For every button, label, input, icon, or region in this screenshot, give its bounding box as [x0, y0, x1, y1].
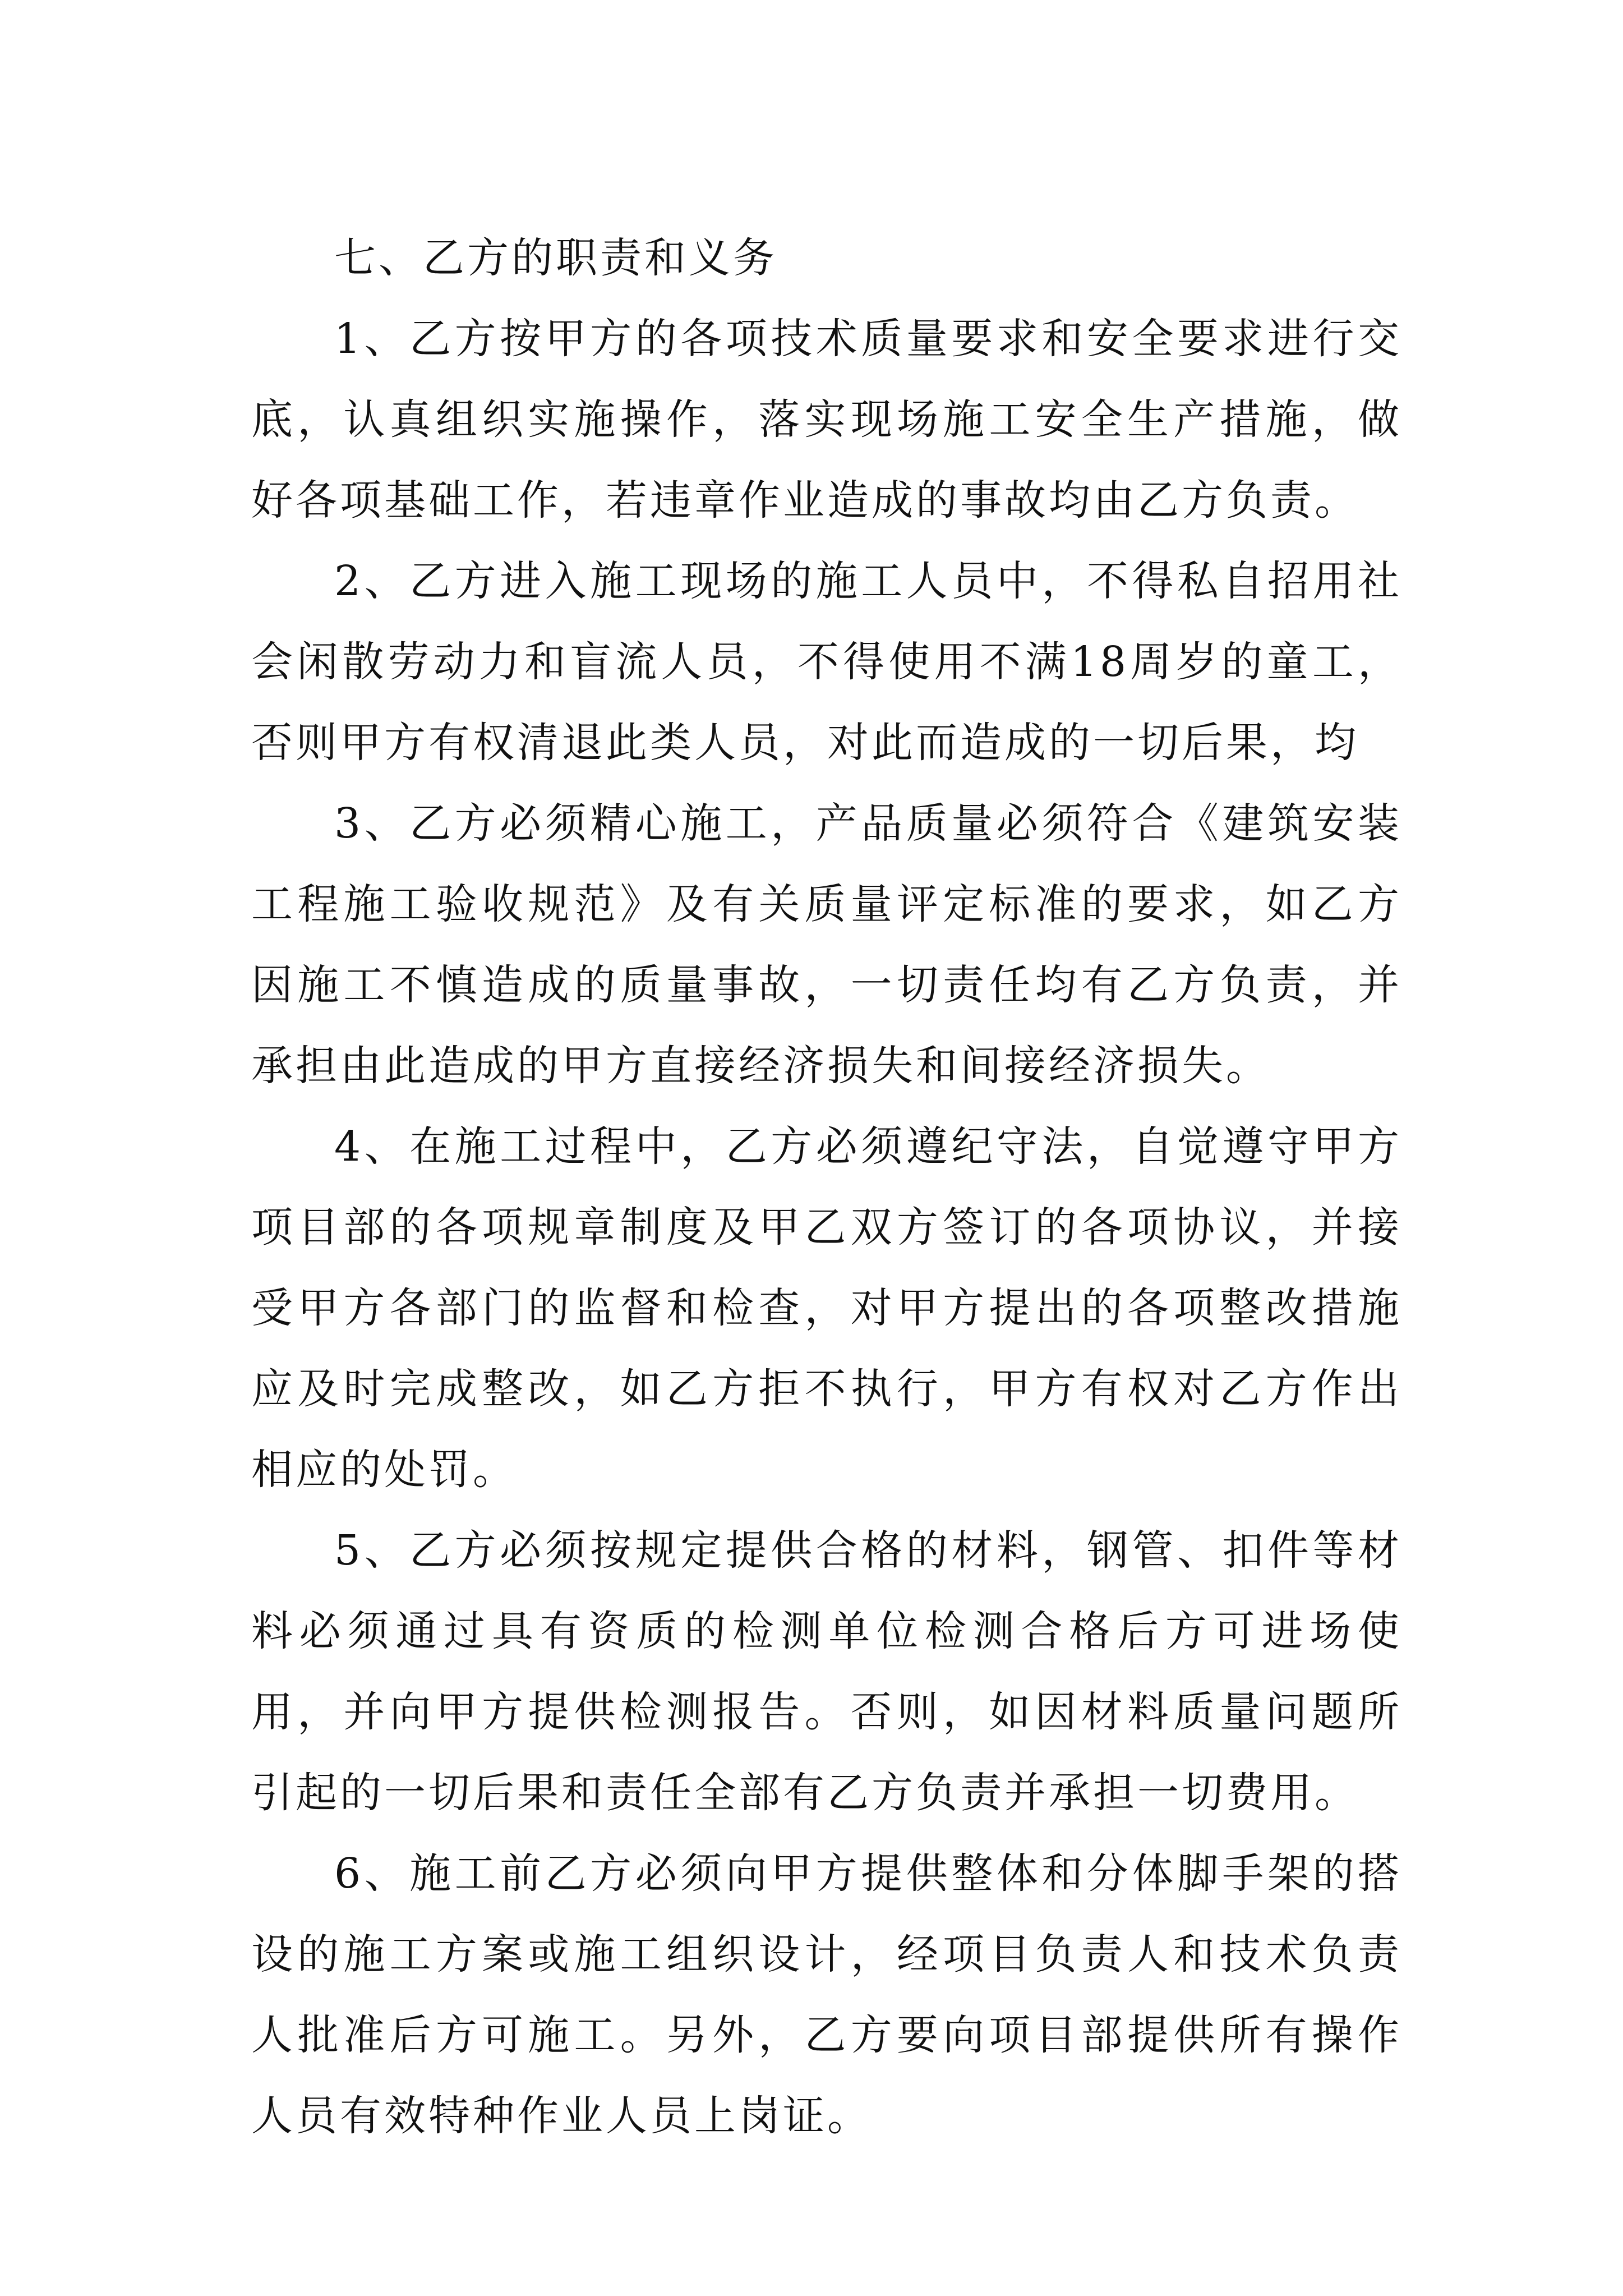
- paragraph-1: 1、乙方按甲方的各项技术质量要求和安全要求进行交底，认真组织实施操作，落实现场施工安全生产措施，做好各项基础工作，若违章作业造成的事故均由乙方负责。: [251, 315, 1402, 524]
- paragraph-3: 3、乙方必须精心施工，产品质量必须符合《建筑安装工程施工验收规范》及有关质量评定标准的要求，如乙方因施工不慎造成的质量事故，一切责任均有乙方负责，并承担由此造成的甲方直接经济损失和间接经济损失。: [251, 799, 1402, 1090]
- paragraph-5: 5、乙方必须按规定提供合格的材料，钢管、扣件等材料必须通过具有资质的检测单位检测合格后方可进场使用，并向甲方提供检测报告。否则，如因材料质量问题所引起的一切后果和责任全部有乙方负责并承担一切费用。: [251, 1526, 1402, 1817]
- paragraph-6: 6、施工前乙方必须向甲方提供整体和分体脚手架的搭设的施工方案或施工组织设计，经项目负责人和技术负责人批准后方可施工。另外，乙方要向项目部提供所有操作人员有效特种作业人员上岗证。: [251, 1849, 1402, 2140]
- paragraph-4: 4、在施工过程中，乙方必须遵纪守法，自觉遵守甲方项目部的各项规章制度及甲乙双方签订的各项协议，并接受甲方各部门的监督和检查，对甲方提出的各项整改措施应及时完成整改，如乙方拒不执行，甲方有权对乙方作出相应的处罚。: [251, 1122, 1402, 1494]
- paragraph-2: 2、乙方进入施工现场的施工人员中，不得私自招用社会闲散劳动力和盲流人员，不得使用不满18周岁的童工，否则甲方有权清退此类人员，对此而造成的一切后果，均: [251, 557, 1402, 767]
- section-heading: 七、乙方的职责和义务: [334, 234, 777, 282]
- document-body: [251, 218, 1402, 2156]
